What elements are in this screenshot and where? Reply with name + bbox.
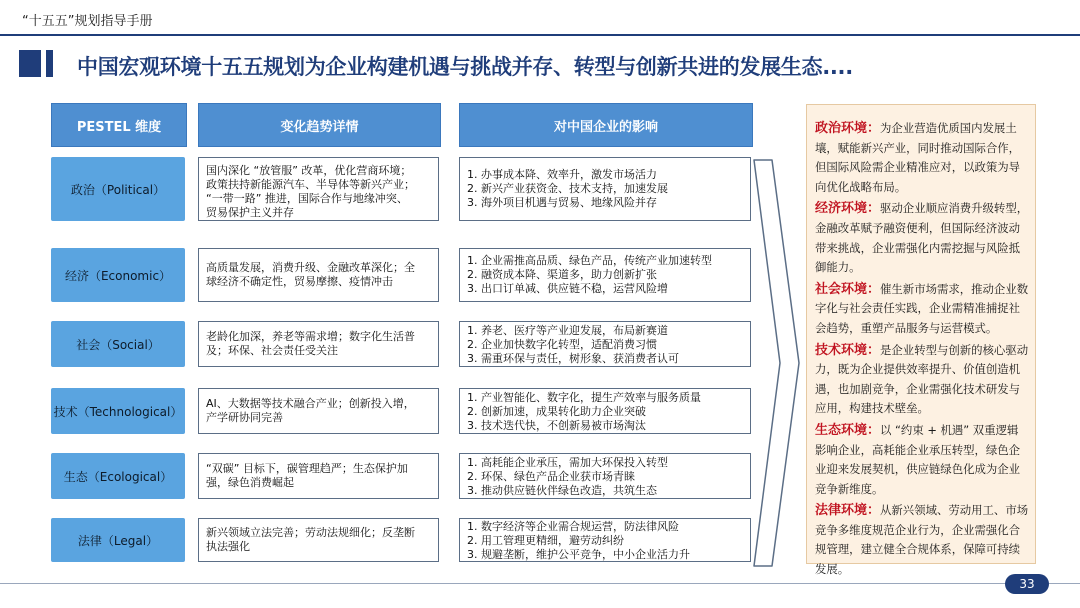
trend-line: 执法强化 (206, 540, 250, 553)
column-header-dimension: PESTEL 维度 (51, 103, 187, 147)
summary-panel (806, 104, 1036, 577)
title-accent-block (19, 50, 41, 77)
summary-keyword: 政治环境： (815, 121, 881, 136)
trend-legal (198, 518, 439, 562)
impact-economic (459, 248, 751, 302)
dimension-legal: 法律（Legal） (51, 518, 185, 562)
summary-ecological (815, 421, 1029, 499)
summary-keyword: 技术环境： (815, 342, 881, 358)
trend-line: 政策扶持新能源汽车、半导体等新兴产业； (206, 178, 415, 191)
trend-political (198, 157, 439, 221)
summary-text: 催生新市场需求，推动企业数字化与社会责任实践，企业需精准捕捉社会趋势，重塑产品服务与运营模式。 (815, 281, 1029, 335)
page-number-badge: 33 (1005, 574, 1049, 594)
summary-keyword: 法律环境： (815, 503, 881, 519)
impact-item: 2. 企业加快数字化转型，适配消费习惯 (467, 338, 657, 351)
impact-technological (459, 388, 751, 434)
dimension-technological: 技术（Technological） (51, 388, 185, 434)
trend-line: 国内深化 “放管服” 改革，优化营商环境； (206, 164, 412, 177)
trend-line: 贸易保护主义并存 (206, 206, 294, 219)
impact-item: 3. 技术迭代快，不创新易被市场淘汰 (467, 419, 646, 432)
impact-social (459, 321, 751, 367)
impact-item: 3. 推动供应链伙伴绿色改造，共筑生态 (467, 484, 657, 497)
footer-divider (0, 583, 1080, 584)
page-title: 中国宏观环境十五五规划为企业构建机遇与挑战并存、转型与创新共进的发展生态.... (77, 55, 853, 79)
summary-text: 驱动企业顺应消费升级转型，金融改革赋予融资便利，但国际经济波动带来挑战，企业需强化内需挖掘与风险抵御能力。 (815, 201, 1029, 275)
impact-item: 1. 办事成本降、效率升，激发市场活力 (467, 168, 657, 181)
trend-line: 产学研协同完善 (206, 411, 283, 424)
handbook-label: “十五五”规划指导手册 (22, 14, 153, 29)
impact-item: 1. 企业需推高品质、绿色产品，传统产业加速转型 (467, 254, 712, 267)
summary-keyword: 社会环境： (815, 281, 881, 297)
trend-line: 新兴领域立法完善；劳动法规细化；反垄断 (206, 526, 415, 539)
trend-line: 强，绿色消费崛起 (206, 476, 294, 489)
column-header-impact: 对中国企业的影响 (459, 103, 753, 147)
summary-text: 是企业转型与创新的核心驱动力，既为企业提供效率提升、价值创造机遇，也加剧竞争，企业需强化技术研发与应用，构建技术壁垒。 (815, 342, 1029, 416)
impact-item: 3. 规避垄断，维护公平竞争，中小企业活力升 (467, 548, 690, 561)
impact-item: 3. 出口订单减、供应链不稳，运营风险增 (467, 282, 668, 295)
summary-political (815, 119, 1029, 197)
dimension-social: 社会（Social） (51, 321, 185, 367)
dimension-ecological: 生态（Ecological） (51, 453, 185, 499)
summary-economic (815, 199, 1029, 277)
impact-item: 2. 创新加速，成果转化助力企业突破 (467, 405, 646, 418)
impact-item: 1. 养老、医疗等产业迎发展，布局新赛道 (467, 324, 668, 337)
impact-ecological (459, 453, 751, 499)
impact-political (459, 157, 751, 221)
trend-line: AI、大数据等技术融合产业；创新投入增， (206, 397, 415, 410)
trend-line: 球经济不确定性，贸易摩擦、疫情冲击 (206, 275, 393, 288)
trend-ecological (198, 453, 439, 499)
summary-technological (815, 341, 1029, 419)
impact-item: 2. 新兴产业获资金、技术支持，加速发展 (467, 182, 668, 195)
summary-social (815, 280, 1029, 339)
column-header-trend: 变化趋势详情 (198, 103, 441, 147)
impact-item: 2. 融资成本降、渠道多，助力创新扩张 (467, 268, 657, 281)
converging-arrow-icon (752, 158, 802, 568)
impact-item: 1. 高耗能企业承压，需加大环保投入转型 (467, 456, 668, 469)
summary-legal (815, 501, 1029, 579)
summary-text: 从新兴领域、劳动用工、市场竞争多维度规范企业行为，企业需强化合规管理，建立健全合规体系，保障可持续发展。 (815, 503, 1029, 577)
summary-keyword: 经济环境： (815, 201, 881, 217)
trend-social (198, 321, 439, 367)
title-accent-stripe (46, 50, 53, 77)
dimension-political: 政治（Political） (51, 157, 185, 221)
summary-text: 以 “约束 + 机遇” 双重逻辑影响企业，高耗能企业承压转型，绿色企业迎来发展契机，供应链绿色化成为企业竞争新维度。 (815, 422, 1021, 496)
impact-item: 3. 海外项目机遇与贸易、地缘风险并存 (467, 196, 657, 209)
header-divider (0, 34, 1080, 36)
summary-text: 为企业营造优质国内发展土壤，赋能新兴产业，同时推动国际合作，但国际风险需企业精准应对，以政策为导向优化战略布局。 (815, 121, 1021, 194)
impact-item: 3. 需重环保与责任，树形象、获消费者认可 (467, 352, 679, 365)
trend-line: 老龄化加深，养老等需求增；数字化生活普 (206, 330, 415, 343)
impact-item: 2. 用工管理更精细，避劳动纠纷 (467, 534, 624, 547)
trend-line: “一带一路” 推进，国际合作与地缘冲突、 (206, 192, 408, 205)
impact-item: 1. 产业智能化、数字化，提生产效率与服务质量 (467, 391, 701, 404)
trend-line: 高质量发展，消费升级、金融改革深化；全 (206, 261, 415, 274)
impact-legal (459, 518, 751, 562)
summary-keyword: 生态环境： (815, 422, 881, 438)
impact-item: 1. 数字经济等企业需合规运营，防法律风险 (467, 520, 679, 533)
trend-line: “双碳” 目标下，碳管理趋严；生态保护加 (206, 462, 408, 475)
trend-economic (198, 248, 439, 302)
impact-item: 2. 环保、绿色产品企业获市场青睐 (467, 470, 635, 483)
dimension-economic: 经济（Economic） (51, 248, 185, 302)
trend-technological (198, 388, 439, 434)
trend-line: 及；环保、社会责任受关注 (206, 344, 338, 357)
